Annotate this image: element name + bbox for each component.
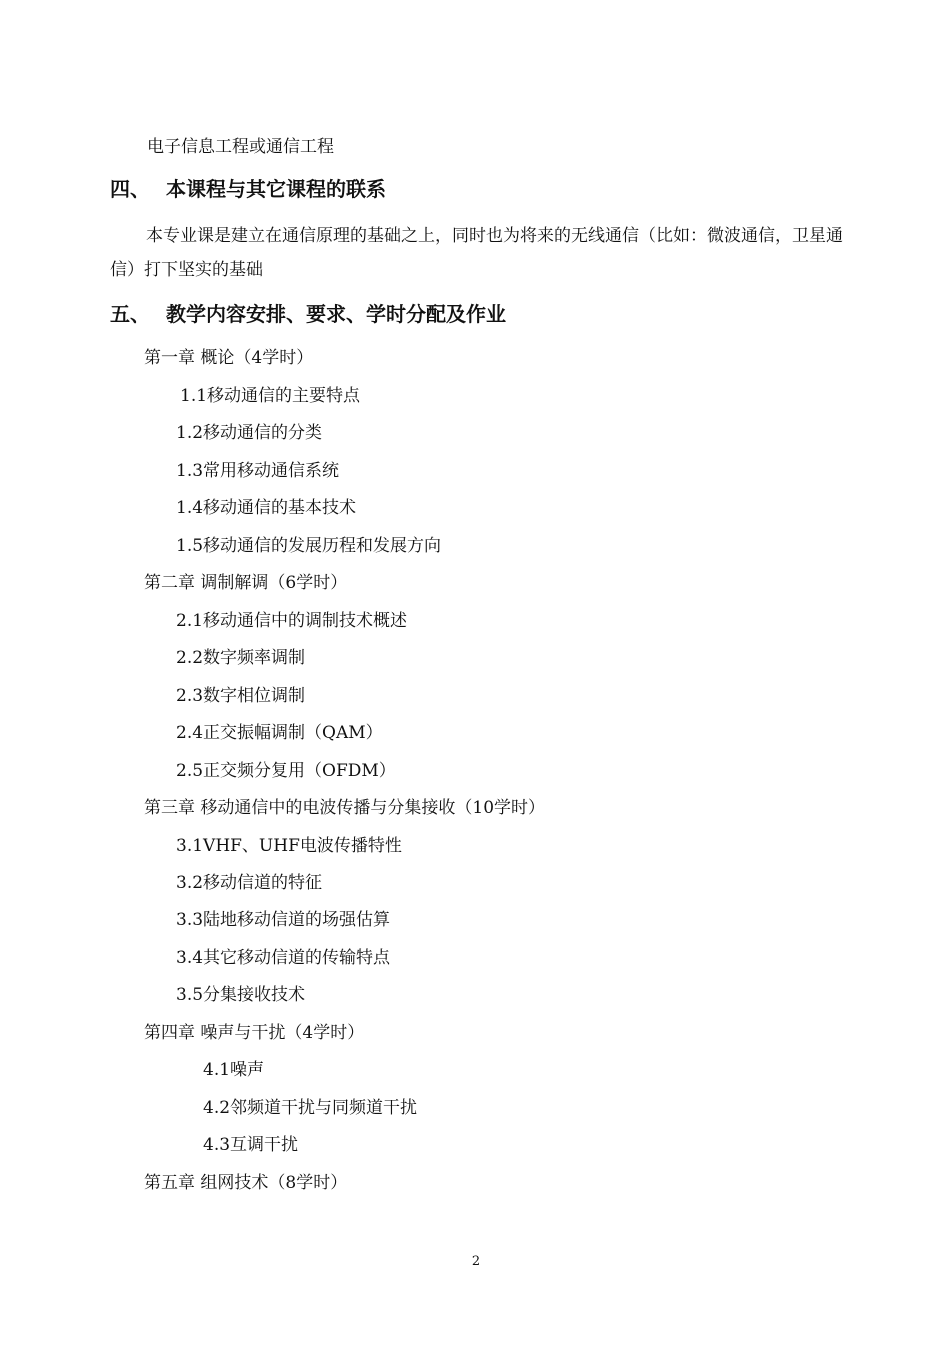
list-item: 3.1VHF、UHF电波传播特性 <box>176 836 402 856</box>
list-item: 3.2移动信道的特征 <box>176 873 323 893</box>
chapter-3-heading: 第三章 移动通信中的电波传播与分集接收（10学时） <box>144 798 546 818</box>
chapter-5-heading: 第五章 组网技术（8学时） <box>144 1173 348 1193</box>
list-item: 1.1移动通信的主要特点 <box>180 386 361 406</box>
list-item: 1.4移动通信的基本技术 <box>176 498 357 518</box>
section-5-heading <box>110 300 506 328</box>
section-4-title: 本课程与其它课程的联系 <box>166 177 386 201</box>
list-item: 1.5移动通信的发展历程和发展方向 <box>176 536 442 556</box>
list-item: 2.5正交频分复用（OFDM） <box>176 761 396 781</box>
list-item: 1.3常用移动通信系统 <box>176 461 340 481</box>
section-5-number: 五、 <box>110 302 150 326</box>
list-item: 2.1移动通信中的调制技术概述 <box>176 611 408 631</box>
chapter-1-heading: 第一章 概论（4学时） <box>144 348 314 368</box>
section-4-paragraph: 本专业课是建立在通信原理的基础之上，同时也为将来的无线通信（比如：微波通信，卫星通信）打下坚实的基础 <box>110 226 843 280</box>
list-item: 1.2移动通信的分类 <box>176 423 323 443</box>
section-5-title: 教学内容安排、要求、学时分配及作业 <box>166 302 506 326</box>
chapter-4-heading: 第四章 噪声与干扰（4学时） <box>144 1023 365 1043</box>
page-number: 2 <box>471 1254 481 1269</box>
list-item: 4.1噪声 <box>203 1060 265 1080</box>
section-4-number: 四、 <box>110 177 150 201</box>
list-item: 4.2邻频道干扰与同频道干扰 <box>203 1098 418 1118</box>
intro-line: 电子信息工程或通信工程 <box>147 137 334 157</box>
list-item: 3.3陆地移动信道的场强估算 <box>176 910 391 930</box>
list-item: 2.3数字相位调制 <box>176 686 306 706</box>
section-4-heading <box>110 175 386 203</box>
chapter-2-heading: 第二章 调制解调（6学时） <box>144 573 348 593</box>
list-item: 3.5分集接收技术 <box>176 985 306 1005</box>
list-item: 4.3互调干扰 <box>203 1135 299 1155</box>
list-item: 2.2数字频率调制 <box>176 648 306 668</box>
list-item: 2.4正交振幅调制（QAM） <box>176 723 383 743</box>
list-item: 3.4其它移动信道的传输特点 <box>176 948 391 968</box>
